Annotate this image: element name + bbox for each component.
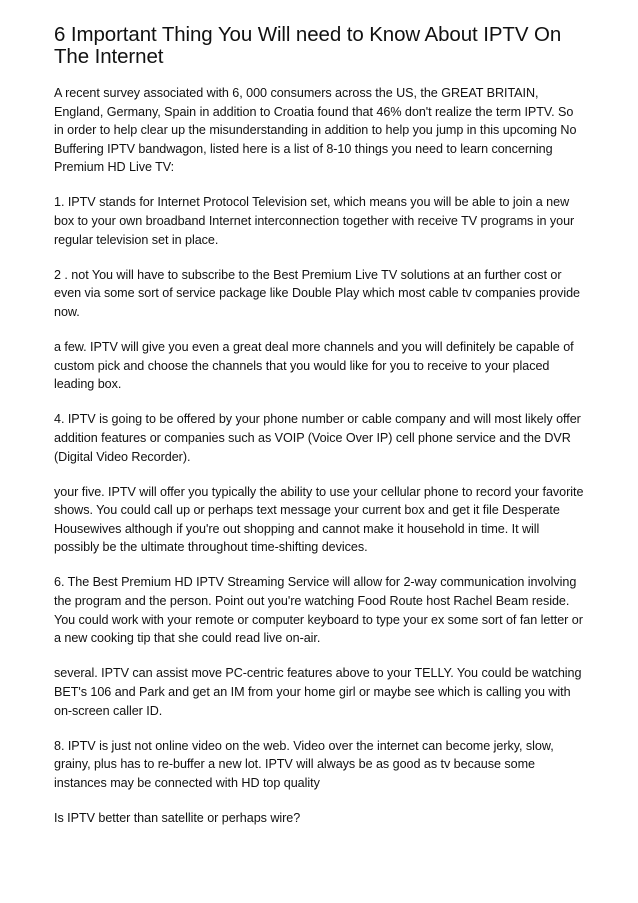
document-page [54, 24, 584, 844]
paragraph-item-1: 1. IPTV stands for Internet Protocol Television set, which means you will be able to join a new box to your own broadband Internet interconnection together with receive TV programs in your regular television set in place. [54, 195, 575, 247]
paragraph-question: Is IPTV better than satellite or perhaps wire? [54, 810, 301, 825]
document-title: 6 Important Thing You Will need to Know About IPTV On The Internet [54, 23, 562, 68]
paragraph-item-2: 2 . not You will have to subscribe to the Best Premium Live TV solutions at an further cost or even via some sort of service package like Double Play which most cable tv companies provide now. [54, 267, 580, 319]
paragraph-item-3: a few. IPTV will give you even a great deal more channels and you will definitely be capable of custom pick and choose the channels that you would like for you to receive to your placed leading box. [54, 340, 574, 392]
paragraph-item-8: 8. IPTV is just not online video on the web. Video over the internet can become jerky, slow, grainy, plus has to re-buffer a new lot. IPTV will always be as good as tv because some instances may be connected with HD top quality [54, 738, 554, 790]
paragraph-item-4: 4. IPTV is going to be offered by your phone number or cable company and will most likely offer addition features or companies such as VOIP (Voice Over IP) cell phone service and the DVR (Digital Video Recorder). [54, 412, 581, 464]
paragraph-intro: A recent survey associated with 6, 000 consumers across the US, the GREAT BRITAIN, England, Germany, Spain in addition to Croatia found that 46% don't realize the term IPTV. So in order to help clear up the misunderstanding in addition to help you jump in this upcoming No Buffering IPTV bandwagon, listed here is a list of 8-10 things you need to learn concerning Premium HD Live TV: [54, 86, 577, 175]
paragraph-item-6: 6. The Best Premium HD IPTV Streaming Service will allow for 2-way communication involving the program and the person. Point out you're watching Food Route host Rachel Beam reside. You could work with your remote or computer keyboard to type your ex some sort of fan letter or a new cooking tip that she could read live on-air. [54, 575, 583, 646]
paragraph-item-7: several. IPTV can assist move PC-centric features above to your TELLY. You could be watching BET's 106 and Park and get an IM from your home girl or maybe see which is calling you with on-screen caller ID. [54, 666, 582, 718]
paragraph-item-5: your five. IPTV will offer you typically the ability to use your cellular phone to record your favorite shows. You could call up or perhaps text message your current box and get it file Desperate Housewives although if you're out shopping and cannot make it household in time. It will possibly be the ultimate throughout time-shifting devices. [54, 484, 584, 555]
